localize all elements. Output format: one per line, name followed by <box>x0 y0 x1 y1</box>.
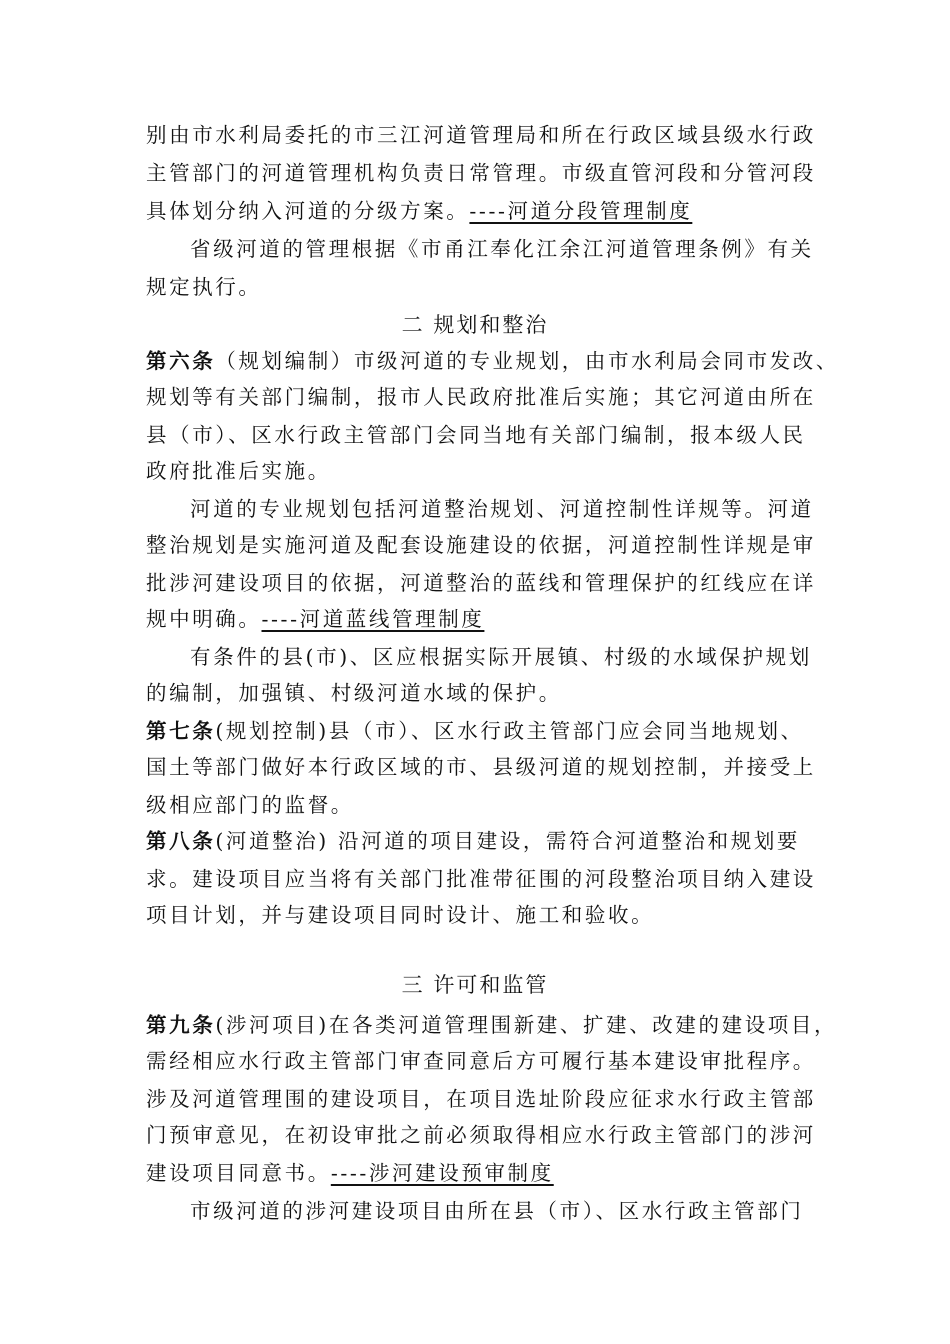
article-9-line-1 <box>146 1010 838 1040</box>
article-7-text: (规划控制)县（市）、区水行政主管部门应会同当地规划、 <box>215 719 804 743</box>
article-7-line-3: 级相应部门的监督。 <box>146 793 354 817</box>
para-province-line-2: 规定执行。 <box>146 275 262 299</box>
article-8-line-3: 项目计划，并与建设项目同时设计、施工和验收。 <box>146 903 655 927</box>
article-6-line-2: 规划等有关部门编制，报市人民政府批准后实施；其它河道由所在 <box>146 385 816 409</box>
article-6-line-3: 县（市）、区水行政主管部门会同当地有关部门编制，报本级人民 <box>146 423 806 447</box>
para-intro-line-3 <box>146 196 826 226</box>
article-9-line-4: 门预审意见，在初设审批之前必须取得相应水行政主管部门的涉河 <box>146 1123 816 1147</box>
article-9-line-5 <box>146 1158 826 1188</box>
para-plan-line-1: 河道的专业规划包括河道整治规划、河道控制性详规等。河道 <box>190 497 814 521</box>
article-7-line-2: 国土等部门做好本行政区域的市、县级河道的规划控制，并接受上 <box>146 755 816 779</box>
para-intro-line-1: 别由市水利局委托的市三江河道管理局和所在行政区域县级水行政 <box>146 123 816 147</box>
section-heading-3: 三 许可和监管 <box>401 973 549 997</box>
article-7-line-1 <box>146 716 826 746</box>
para-intro-line-2: 主管部门的河道管理机构负责日常管理。市级直管河段和分管河段 <box>146 161 816 185</box>
article-6-line-1 <box>146 346 840 376</box>
article-8-line-1 <box>146 826 826 856</box>
article-6-line-4: 政府批准后实施。 <box>146 459 331 483</box>
regulation-ref-blue-line: ----河道蓝线管理制度 <box>261 607 485 631</box>
article-9-line-3: 涉及河道管理围的建设项目，在项目选址阶段应征求水行政主管部 <box>146 1087 816 1111</box>
regulation-ref-section-management: ----河道分段管理制度 <box>469 199 693 223</box>
para-province-line-1: 省级河道的管理根据《市甬江奉化江余江河道管理条例》有关 <box>190 237 814 261</box>
regulation-ref-pre-review: ----涉河建设预审制度 <box>330 1161 554 1185</box>
article-8-line-2: 求。建设项目应当将有关部门批准带征围的河段整治项目纳入建设 <box>146 867 816 891</box>
article-9-text: (涉河项目)在各类河道管理围新建、扩建、改建的建设项目， <box>215 1013 838 1037</box>
para-plan-line-3: 批涉河建设项目的依据，河道整治的蓝线和管理保护的红线应在详 <box>146 571 816 595</box>
para-intro-text: 具体划分纳入河道的分级方案。 <box>146 199 470 223</box>
article-9-line-2: 需经相应水行政主管部门审查同意后方可履行基本建设审批程序。 <box>146 1049 816 1073</box>
article-6-label: 第六条 <box>146 349 216 373</box>
para-plan-text: 规中明确。 <box>146 607 262 631</box>
article-8-label: 第八条 <box>146 829 216 853</box>
article-6-text: （规划编制）市级河道的专业规划，由市水利局会同市发改、 <box>215 349 840 373</box>
article-7-label: 第七条 <box>146 719 216 743</box>
article-9-label: 第九条 <box>146 1013 216 1037</box>
article-9-text-end: 建设项目同意书。 <box>146 1161 331 1185</box>
para-plan-line-4 <box>146 604 826 634</box>
para-county-line-2: 的编制，加强镇、村级河道水域的保护。 <box>146 681 562 705</box>
section-heading-2: 二 规划和整治 <box>401 313 549 337</box>
para-city-line-1: 市级河道的涉河建设项目由所在县（市）、区水行政主管部门 <box>190 1199 804 1223</box>
para-plan-line-2: 整治规划是实施河道及配套设施建设的依据，河道控制性详规是审 <box>146 533 816 557</box>
article-8-text: (河道整治) 沿河道的项目建设，需符合河道整治和规划要 <box>215 829 801 853</box>
para-county-line-1: 有条件的县(市)、区应根据实际开展镇、村级的水域保护规划 <box>190 645 812 669</box>
